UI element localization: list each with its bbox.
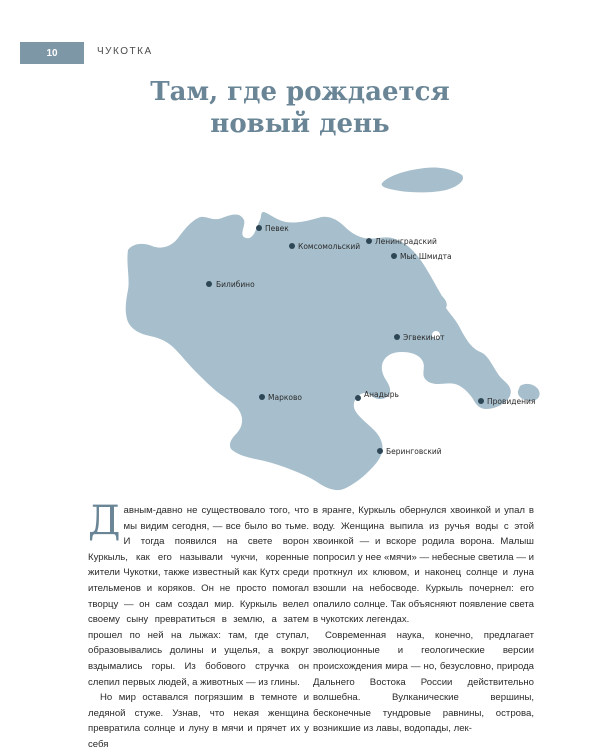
city-label-mys-shmidta: Мыс Шмидта [400, 252, 452, 261]
city-beringovsky [377, 447, 442, 456]
city-label-pevek: Певек [265, 224, 289, 233]
wrangel-island [382, 167, 463, 192]
city-label-provideniya: Провидения [487, 397, 536, 406]
drop-cap: Д [88, 498, 121, 544]
mainland [126, 212, 511, 490]
page-number: 10 [46, 47, 58, 59]
map-svg [0, 130, 600, 500]
city-leningradsky [366, 237, 437, 246]
paragraph: в яранге, Куркыль обернулся хвоинкой и упал в воду. Женщина выпила из ручья воды с этой хвоинкой — и вскоре родила ворона. Малыш попросил у нее «мячи» — небесные светила — и проткнул их клювом, и наконец солнце и луна взошли на небосводе. Куркыль почернел: его опалило солнце. Так объясняют появление света в чукотских легендах. [313, 505, 534, 626]
city-label-egvekinot: Эгвекинот [403, 333, 445, 342]
chapter-title-line-1: Там, где рождается [150, 77, 450, 107]
city-mys-shmidta [391, 252, 452, 261]
paragraph-text: авным-давно не существовало того, что мы видим сегодня, — все было во тьме. И тогда появился на свете ворон Куркыль, как его называли чукчи, коренные жители Чукотки, также известный как Кутх среди ительменов и коряков. Он не просто помогал творцу — он сам создал мир. Куркыль велел своему сыну превратиться в землю, а затем прошел по ней на лыжах: там, где ступал, образовывались долины и ущелья, а вокруг вздымались горы. Из бобового стручка он слепил первых людей, а животных — из глины. [88, 505, 309, 688]
city-provideniya [478, 397, 535, 406]
paragraph: Но мир оставался погрязшим в темноте и ледяной стуже. Узнав, что некая женщина превратила солнце и луну в мячи и прячет их у себя [88, 692, 309, 750]
article-column-2 [313, 503, 534, 737]
section-title: ЧУКОТКА [97, 46, 153, 57]
chapter-title-line-2: новый день [210, 109, 390, 139]
city-komsomolsky [289, 242, 360, 251]
city-label-markovo: Марково [268, 393, 302, 402]
city-label-bilibino: Билибино [216, 280, 255, 289]
city-label-komsomolsky: Комсомольский [298, 242, 361, 251]
paragraph: Современная наука, конечно, предлагает эволюционные и геологические версии происхождения мира — но, безусловно, природа Дальнего Востока России действительно волшебна. Вулканические вершины, бесконечные тундровые равнины, острова, возникшие из лавы, водопады, лек- [313, 629, 534, 735]
article-column-1 [88, 498, 309, 753]
city-label-beringovsky: Беринговский [386, 447, 442, 456]
city-label-leningradsky: Ленинградский [375, 237, 437, 246]
paragraph [88, 498, 309, 690]
page-number-badge [20, 42, 84, 64]
city-label-anadyr: Анадырь [364, 390, 399, 399]
chukotka-map [0, 130, 600, 500]
